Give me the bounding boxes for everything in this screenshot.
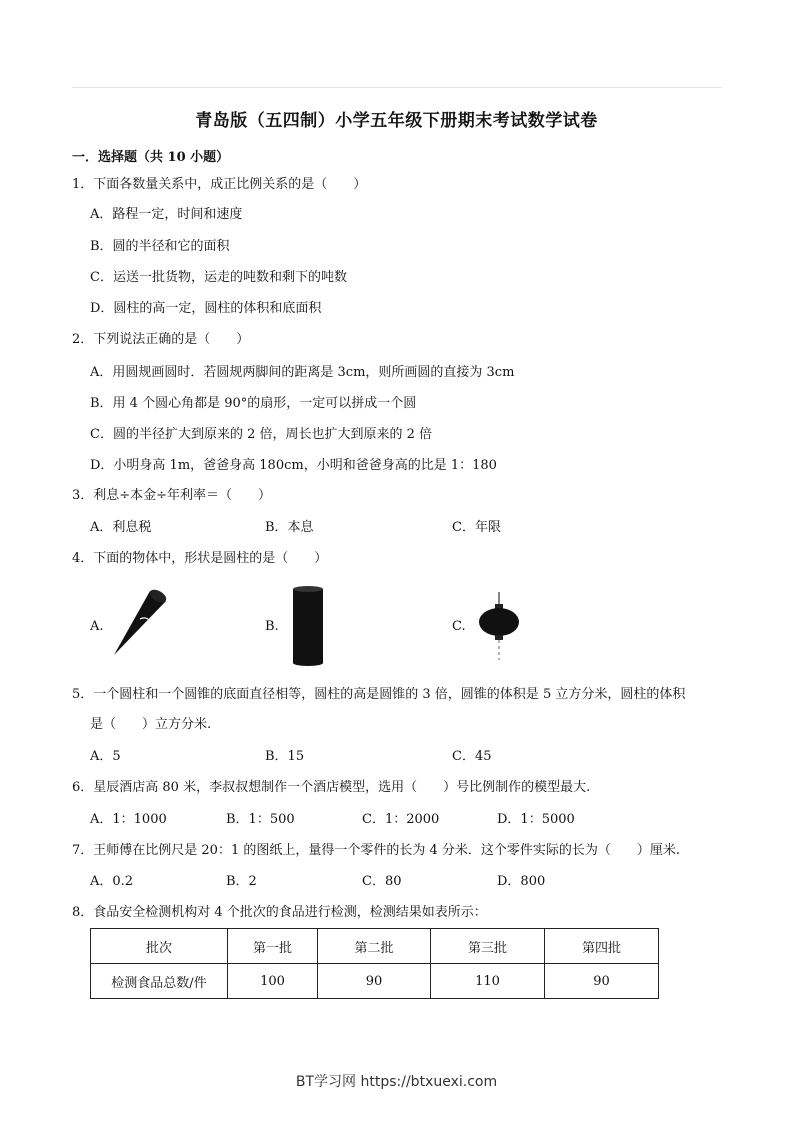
q3-option-c: C．年限 <box>452 520 501 535</box>
q1-option-a: A．路程一定，时间和速度 <box>90 207 243 222</box>
question-6-stem: 6．星辰酒店高 80 米，李叔叔想制作一个酒店模型，选用（ ）号比例制作的模型最大. <box>72 780 591 795</box>
question-5-stem: 5．一个圆柱和一个圆锥的底面直径相等，圆柱的高是圆锥的 3 倍，圆锥的体积是 5 立方分米，圆柱的体积 <box>72 687 686 702</box>
table-cell: 110 <box>431 964 545 999</box>
table-cell: 90 <box>545 964 659 999</box>
q4-option-c-label: C. <box>452 619 466 634</box>
q6-option-a: A．1：1000 <box>90 812 167 827</box>
q1-option-b: B．圆的半径和它的面积 <box>90 239 230 254</box>
q6-option-d: D．1：5000 <box>497 812 575 827</box>
q3-option-a: A．利息税 <box>90 520 152 535</box>
q7-option-d: D．800 <box>497 874 546 889</box>
q2-option-b: B．用 4 个圆心角都是 90°的扇形，一定可以拼成一个圆 <box>90 396 417 411</box>
table-row <box>91 964 659 999</box>
table-header-cell: 第二批 <box>318 929 431 964</box>
inspection-table <box>90 928 659 999</box>
table-cell: 90 <box>318 964 431 999</box>
q7-option-a: A．0.2 <box>90 874 134 889</box>
cylinder-image <box>290 585 326 667</box>
question-8-stem: 8．食品安全检测机构对 4 个批次的食品进行检测，检测结果如表所示： <box>72 905 487 920</box>
table-header-cell: 第三批 <box>431 929 545 964</box>
q2-option-a: A．用圆规画圆时．若圆规两脚间的距离是 3cm，则所画圆的直接为 3cm <box>90 365 515 380</box>
question-7-stem: 7．王师傅在比例尺是 20：1 的图纸上，量得一个零件的长为 4 分米．这个零件实际的长为（ ）厘米. <box>72 843 681 858</box>
q1-option-c: C．运送一批货物，运走的吨数和剩下的吨数 <box>90 270 347 285</box>
question-1-stem: 1．下面各数量关系中，成正比例关系的是（ ） <box>72 177 367 192</box>
q5-option-b: B．15 <box>265 749 305 764</box>
question-5-stem-continued: 是（ ）立方分米. <box>90 717 212 732</box>
table-cell: 100 <box>228 964 318 999</box>
table-header-row <box>91 929 659 964</box>
q6-option-c: C．1：2000 <box>362 812 440 827</box>
table-header-cell: 批次 <box>91 929 228 964</box>
question-3-stem: 3．利息÷本金÷年利率＝（ ） <box>72 488 272 503</box>
q3-option-b: B．本息 <box>265 520 314 535</box>
q5-option-c: C．45 <box>452 749 492 764</box>
top-rule <box>72 87 722 88</box>
section-heading: 一．选择题（共 10 小题） <box>72 150 230 165</box>
q2-option-d: D．小明身高 1m，爸爸身高 180cm，小明和爸爸身高的比是 1：180 <box>90 458 497 473</box>
lantern-image <box>474 592 524 662</box>
q4-option-a-label: A. <box>90 619 104 634</box>
q7-option-c: C．80 <box>362 874 402 889</box>
footer-watermark: BT学习网 https://btxuexi.com <box>295 1074 498 1090</box>
table-cell: 检测食品总数/件 <box>91 964 228 999</box>
table-header-cell: 第一批 <box>228 929 318 964</box>
q7-option-b: B．2 <box>226 874 257 889</box>
cone-image <box>110 585 170 660</box>
q4-option-b-label: B. <box>265 619 279 634</box>
question-4-stem: 4．下面的物体中，形状是圆柱的是（ ） <box>72 551 328 566</box>
q2-option-c: C．圆的半径扩大到原来的 2 倍，周长也扩大到原来的 2 倍 <box>90 427 433 442</box>
q5-option-a: A．5 <box>90 749 121 764</box>
question-2-stem: 2．下列说法正确的是（ ） <box>72 332 250 347</box>
q1-option-d: D．圆柱的高一定，圆柱的体积和底面积 <box>90 301 322 316</box>
q6-option-b: B．1：500 <box>226 812 295 827</box>
page-title: 青岛版（五四制）小学五年级下册期末考试数学试卷 <box>195 111 598 131</box>
table-header-cell: 第四批 <box>545 929 659 964</box>
